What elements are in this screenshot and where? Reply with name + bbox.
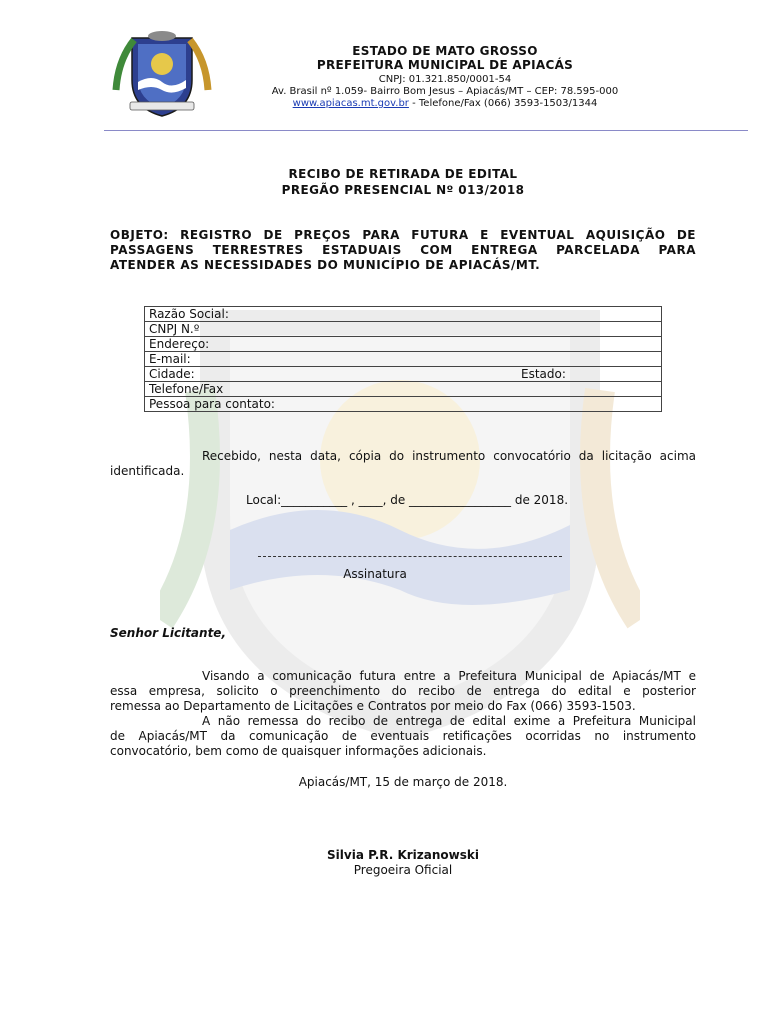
field-pessoa-contato[interactable]: Pessoa para contato: — [145, 397, 662, 412]
company-info-form — [144, 306, 662, 412]
signatory-name: Silvia P.R. Krizanowski — [327, 848, 479, 862]
signature-label: Assinatura — [343, 567, 407, 581]
notice-line: essa empresa, solicito o preenchimento do recibo de entrega do edital e posterior — [110, 684, 696, 698]
field-razao-social[interactable]: Razão Social: — [145, 307, 662, 322]
field-email[interactable]: E-mail: — [145, 352, 662, 367]
receipt-line: identificada. — [110, 464, 185, 478]
header-contact — [240, 98, 650, 109]
local-date-line: Local:___________ , ____, de _________________ de 2018. — [246, 493, 569, 507]
objeto-line: PASSAGENS TERRESTRES ESTADUAIS COM ENTREGA PARCELADA PARA — [110, 243, 696, 257]
field-cnpj[interactable]: CNPJ N.º — [145, 322, 662, 337]
document-title: RECIBO DE RETIRADA DE EDITAL — [288, 167, 518, 181]
greeting: Senhor Licitante, — [110, 626, 227, 640]
field-telefone[interactable]: Telefone/Fax — [145, 382, 662, 397]
header-prefeitura: PREFEITURA MUNICIPAL DE APIACÁS — [316, 58, 574, 72]
receipt-paragraph — [110, 449, 696, 479]
header-address: Av. Brasil nº 1.059- Bairro Bom Jesus – Apiacás/MT – CEP: 78.595-000 — [271, 86, 619, 97]
notice-line: de Apiacás/MT da comunicação de eventuais retificações ocorridas no instrumento — [110, 729, 696, 743]
signatory-role: Pregoeira Oficial — [353, 863, 453, 877]
document-subtitle: PREGÃO PRESENCIAL Nº 013/2018 — [281, 183, 525, 197]
field-endereco[interactable]: Endereço: — [145, 337, 662, 352]
website-link[interactable]: www.apiacas.mt.gov.br — [292, 98, 409, 109]
field-estado-label: Estado: — [521, 367, 566, 381]
notice-line: A não remessa do recibo de entrega de edital exime a Prefeitura Municipal — [202, 714, 696, 728]
receipt-line: Recebido, nesta data, cópia do instrumento convocatório da licitação acima — [202, 449, 696, 463]
field-cidade-estado[interactable] — [145, 367, 662, 382]
notice-line: remessa ao Departamento de Licitações e Contratos por meio do Fax (066) 3593-1503. — [110, 699, 636, 713]
document-date: Apiacás/MT, 15 de março de 2018. — [298, 775, 508, 789]
field-cidade-label: Cidade: — [149, 367, 195, 381]
notice-line: Visando a comunicação futura entre a Prefeitura Municipal de Apiacás/MT e — [202, 669, 696, 683]
notice-paragraph — [110, 669, 696, 759]
prefeitura-coat-of-arms-logo — [112, 30, 212, 120]
notice-line: convocatório, bem como de quaisquer informações adicionais. — [110, 744, 487, 758]
header-state: ESTADO DE MATO GROSSO — [352, 44, 538, 58]
objeto-paragraph — [110, 228, 696, 273]
objeto-line: ATENDER AS NECESSIDADES DO MUNICÍPIO DE APIACÁS/MT. — [110, 258, 541, 272]
signature-line — [258, 556, 562, 558]
header-cnpj: CNPJ: 01.321.850/0001-54 — [378, 74, 512, 85]
header-phone: - Telefone/Fax (066) 3593-1503/1344 — [408, 98, 598, 109]
objeto-line: OBJETO: REGISTRO DE PREÇOS PARA FUTURA E EVENTUAL AQUISIÇÃO DE — [110, 228, 696, 242]
header-divider — [104, 130, 748, 131]
